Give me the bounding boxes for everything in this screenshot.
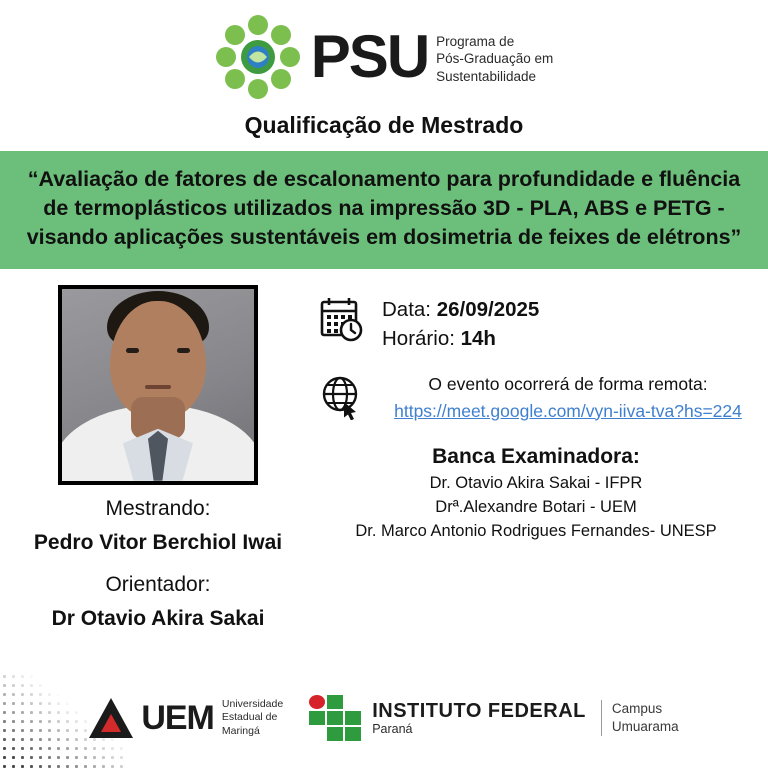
time-label: Horário: xyxy=(382,327,455,351)
student-name: Pedro Vitor Berchiol Iwai xyxy=(33,530,283,554)
student-column xyxy=(8,279,308,672)
remote-note: O evento ocorrerá de forma remota: xyxy=(428,374,708,395)
uem-line-1: Universidade xyxy=(221,698,284,711)
psu-letters: PSU xyxy=(310,23,429,90)
uem-triangle-icon xyxy=(89,696,133,740)
date-line xyxy=(382,295,539,325)
thesis-title-banner xyxy=(0,151,768,269)
uem-line-2: Estadual de xyxy=(221,711,278,724)
ifpr-logo xyxy=(309,695,678,741)
ifpr-grid-icon xyxy=(309,695,363,741)
poster-body xyxy=(0,269,768,672)
ifpr-subtitle: Paraná xyxy=(372,721,413,736)
program-line-2: Pós-Graduação em xyxy=(436,51,554,67)
uem-wordmark: UEM xyxy=(141,698,214,737)
remote-text xyxy=(382,372,760,423)
poster-header xyxy=(0,0,768,108)
uem-fullname xyxy=(222,698,283,737)
uem-line-3: Maringá xyxy=(221,724,260,737)
date-label: Data: xyxy=(382,297,431,321)
student-photo xyxy=(58,285,258,485)
datetime-text xyxy=(382,293,539,354)
program-line-1: Programa de xyxy=(436,34,515,50)
poster-footer xyxy=(0,672,768,768)
details-column xyxy=(308,279,760,672)
ifpr-title: INSTITUTO FEDERAL xyxy=(372,699,586,722)
date-value: 26/09/2025 xyxy=(436,297,540,321)
committee-member: Dr. Otavio Akira Sakai - IFPR xyxy=(429,474,643,493)
committee-member: Dr. Marco Antonio Rodrigues Fernandes- UNESP xyxy=(355,522,717,541)
calendar-clock-icon xyxy=(316,293,368,343)
datetime-block xyxy=(316,293,760,354)
advisor-role-label: Orientador: xyxy=(105,572,211,596)
remote-access-block xyxy=(316,372,760,423)
advisor-name: Dr Otavio Akira Sakai xyxy=(51,606,265,630)
psu-sustainability-icon xyxy=(215,14,301,100)
event-type-label: Qualificação de Mestrado xyxy=(244,112,524,138)
thesis-title: “Avaliação de fatores de escalonamento para profundidade e fluência de termoplásticos utilizados na impressão 3D - PLA, ABS e PETG - visando aplicações sustentáveis em dosimetria de feixes de elétrons” xyxy=(26,167,742,250)
committee-title: Banca Examinadora: xyxy=(432,445,640,469)
program-line-3: Sustentabilidade xyxy=(436,68,536,84)
globe-cursor-icon xyxy=(316,372,368,420)
ifpr-campus xyxy=(601,700,679,735)
time-value: 14h xyxy=(460,327,496,351)
student-role-label: Mestrando: xyxy=(105,496,211,520)
campus-line-2: Umuarama xyxy=(611,719,679,734)
campus-line-1: Campus xyxy=(611,701,663,717)
uem-logo xyxy=(89,696,283,740)
meeting-link[interactable]: https://meet.google.com/vyn-iiva-tva?hs=224 xyxy=(394,400,742,421)
ifpr-wordmark xyxy=(372,701,586,736)
time-line xyxy=(382,324,539,354)
psu-wordmark xyxy=(310,23,554,90)
committee-block xyxy=(316,445,760,541)
committee-member: Drª.Alexandre Botari - UEM xyxy=(435,498,637,517)
psu-program-name xyxy=(436,29,553,85)
